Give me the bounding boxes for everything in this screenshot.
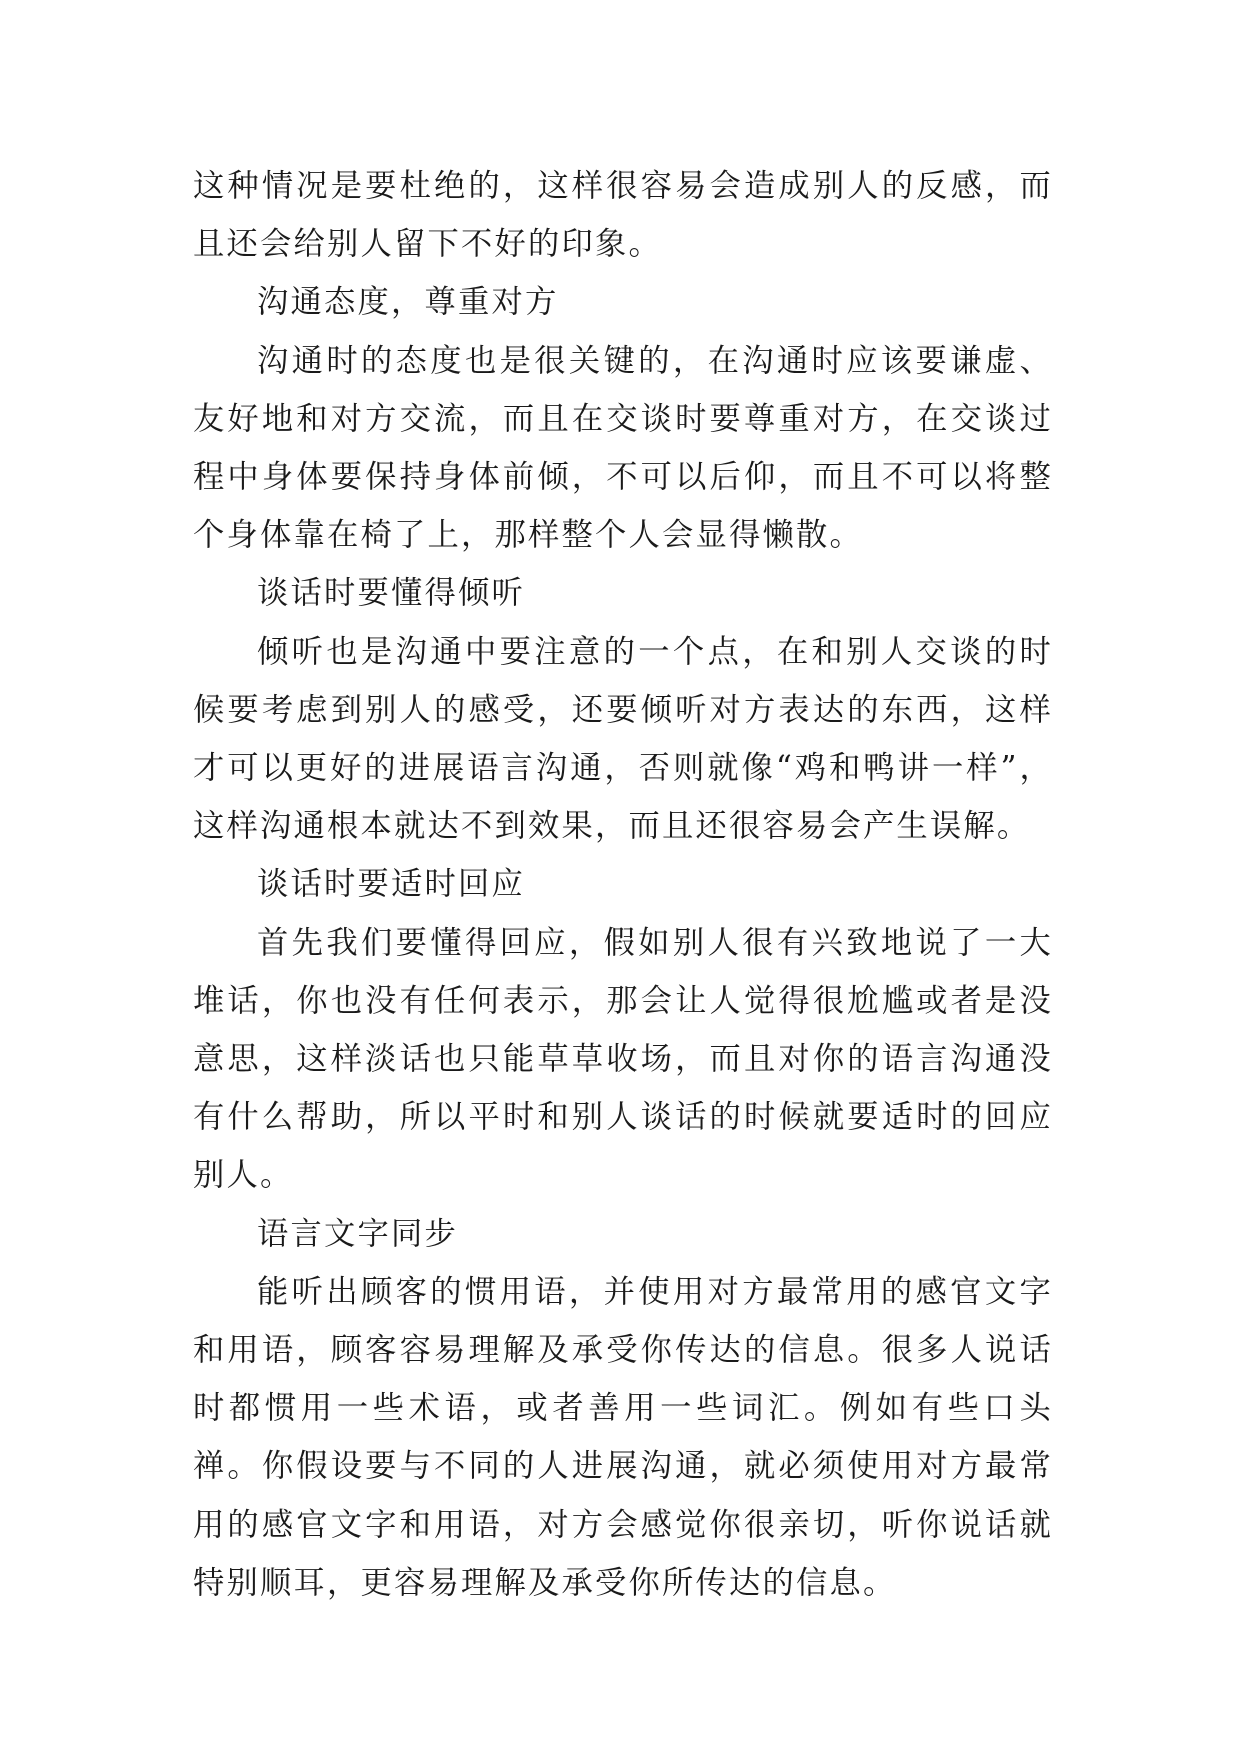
paragraph: 这种情况是要杜绝的，这样很容易会造成别人的反感，而且还会给别人留下不好的印象。 [193, 168, 1053, 263]
paragraph: 倾听也是沟通中要注意的一个点，在和别人交谈的时候要考虑到别人的感受，还要倾听对方表达的东西，这样才可以更好的进展语言沟通，否则就像“鸡和鸭讲一样”，这样沟通根本就达不到效果，而且还很容易会产生误解。 [193, 633, 1053, 845]
section-heading: 语言文字同步 [257, 1215, 458, 1252]
section-heading: 谈话时要懂得倾听 [257, 575, 525, 612]
paragraph: 沟通时的态度也是很关键的，在沟通时应该要谦虚、友好地和对方交流，而且在交谈时要尊重对方，在交谈过程中身体要保持身体前倾，不可以后仰，而且不可以将整个身体靠在椅了上，那样整个人会显得懒散。 [193, 342, 1053, 554]
section-heading: 谈话时要适时回应 [257, 866, 525, 903]
document-body [193, 157, 1053, 1612]
paragraph: 能听出顾客的惯用语，并使用对方最常用的感官文字和用语，顾客容易理解及承受你传达的信息。很多人说话时都惯用一些术语，或者善用一些词汇。例如有些口头禅。你假设要与不同的人进展沟通，就必须使用对方最常用的感官文字和用语，对方会感觉你很亲切，听你说话就特别顺耳，更容易理解及承受你所传达的信息。 [193, 1273, 1053, 1601]
paragraph: 首先我们要懂得回应，假如别人很有兴致地说了一大堆话，你也没有任何表示，那会让人觉得很尬尴或者是没意思，这样淡话也只能草草收场，而且对你的语言沟通没有什么帮助，所以平时和别人谈话的时候就要适时的回应别人。 [193, 924, 1053, 1194]
section-heading: 沟通态度，尊重对方 [257, 284, 559, 321]
